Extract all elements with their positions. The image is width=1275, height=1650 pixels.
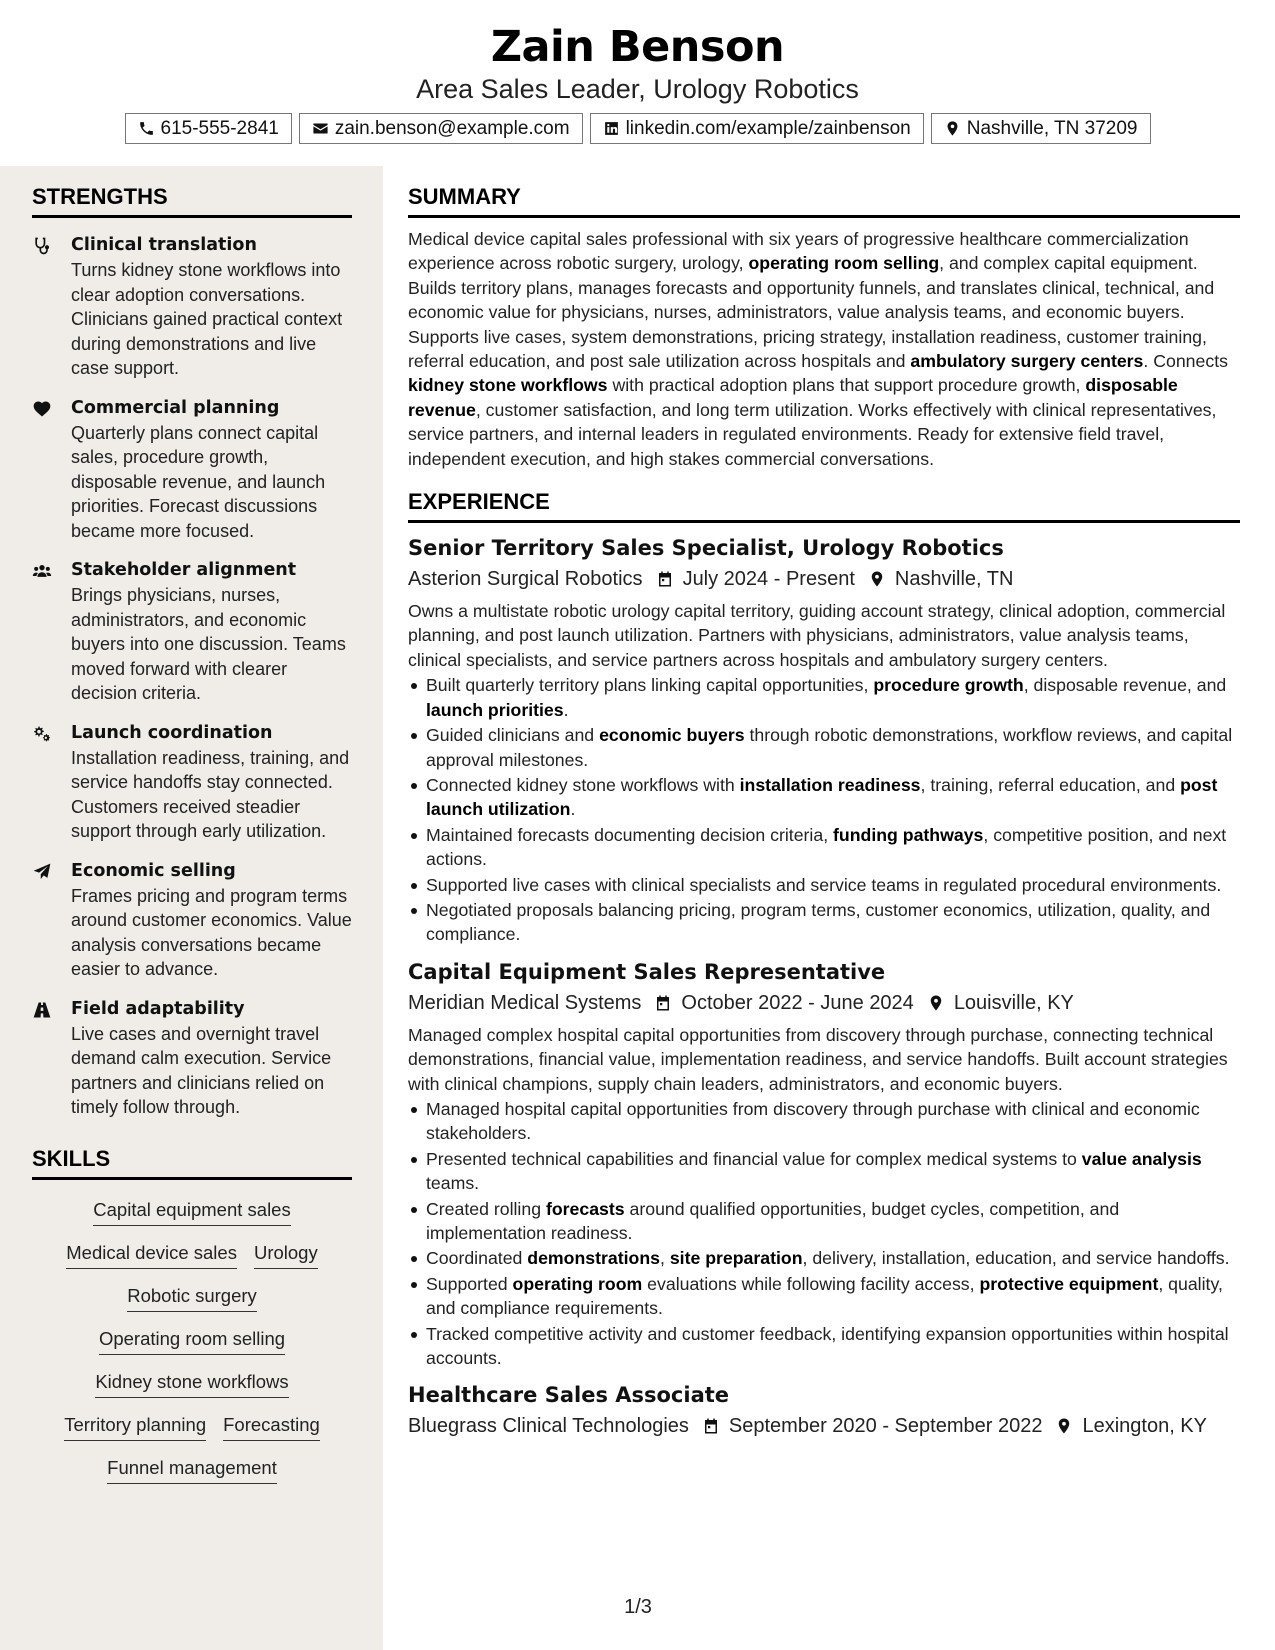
job-bullet: Supported live cases with clinical specialists and service teams in regulated procedural environments. bbox=[408, 873, 1240, 897]
job-bullet: Tracked competitive activity and customer feedback, identifying expansion opportunities within hospital accounts. bbox=[408, 1322, 1240, 1371]
strength-desc: Brings physicians, nurses, administrators, and economic buyers into one discussion. Teams moved forward with clearer decision criteria. bbox=[71, 585, 346, 703]
job-location: Lexington, KY bbox=[1082, 1415, 1207, 1438]
strength-desc: Frames pricing and program terms around customer economics. Value analysis conversations became easier to advance. bbox=[71, 885, 352, 979]
skill-tag: Territory planning bbox=[64, 1413, 206, 1441]
job-bullets bbox=[408, 673, 1240, 946]
job-location: Nashville, TN bbox=[894, 568, 1014, 591]
candidate-title: Area Sales Leader, Urology Robotics bbox=[416, 74, 859, 104]
skill-tag: Forecasting bbox=[223, 1413, 320, 1441]
strength-desc: Live cases and overnight travel demand calm execution. Service partners and clinicians relied on timely follow through. bbox=[71, 1023, 332, 1117]
bold-keyword: procedure growth bbox=[873, 675, 1024, 696]
job-bullet: Managed hospital capital opportunities from discovery through purchase with clinical and economic stakeholders. bbox=[408, 1097, 1240, 1146]
strength-item bbox=[32, 858, 352, 982]
contact-bar bbox=[0, 113, 1275, 144]
phone-icon bbox=[138, 120, 155, 137]
job-bullet: Supported operating room evaluations while following facility access, protective equipment, quality, and compliance requirements. bbox=[408, 1272, 1240, 1321]
skill-tag: Kidney stone workflows bbox=[95, 1370, 288, 1398]
job-bullet: Negotiated proposals balancing pricing, program terms, customer economics, utilization, quality, and compliance. bbox=[408, 898, 1240, 947]
strength-title: Stakeholder alignment bbox=[71, 560, 297, 580]
job-description: Managed complex hospital capital opportunities from discovery through purchase, connecting technical demonstrations, financial value, implementation readiness, and service handoffs. Built account strategies with clinical champions, supply chain leaders, administrators, and economic buyers. bbox=[408, 1024, 1228, 1094]
resume-header bbox=[0, 0, 1275, 166]
skill-tag: Operating room selling bbox=[99, 1327, 285, 1355]
job-company: Meridian Medical Systems bbox=[408, 991, 642, 1014]
bold-keyword: installation readiness bbox=[739, 774, 921, 795]
gears-icon bbox=[32, 724, 52, 744]
job-bullet: Maintained forecasts documenting decision criteria, funding pathways, competitive position, and next actions. bbox=[408, 823, 1240, 872]
job-title: Capital Equipment Sales Representative bbox=[408, 959, 886, 984]
strength-title: Commercial planning bbox=[71, 397, 280, 418]
strength-desc: Quarterly plans connect capital sales, procedure growth, disposable revenue, and launch priorities. Forecast discussions became more focused. bbox=[71, 422, 326, 541]
job-entry bbox=[408, 957, 1240, 1371]
job-description: Owns a multistate robotic urology capital territory, guiding account strategy, clinical adoption, commercial planning, and post launch utilization. Partners with physicians, administrators, value analysis teams, clinical specialists, and service partners across hospitals and ambulatory surgery centers. bbox=[408, 601, 1226, 670]
job-meta bbox=[408, 988, 1240, 1018]
strength-title: Field adaptability bbox=[71, 998, 245, 1019]
job-bullet: Presented technical capabilities and financial value for complex medical systems to value analysis teams. bbox=[408, 1147, 1240, 1196]
map-pin-icon bbox=[944, 120, 961, 137]
skill-tag: Robotic surgery bbox=[127, 1284, 257, 1312]
skill-tag: Funnel management bbox=[107, 1456, 277, 1484]
map-pin-icon bbox=[868, 570, 886, 588]
summary-text: Medical device capital sales professional with six years of progressive healthcare commercialization experience across robotic surgery, urology, operating room selling, and complex capital equipment. Builds territory plans, manages forecasts and opportunity funnels, and translates clinical, technical, and economic value for physicians, nurses, administrators, value analysis teams, and economic buyers. Supports live cases, system demonstrations, pricing strategy, installation readiness, customer training, referral education, and post sale utilization across hospitals and ambulatory surgery centers. Connects kidney stone workflows with practical adoption plans that support procedure growth, disposable revenue, customer satisfaction, and long term utilization. Works effectively with clinical representatives, service partners, and internal leaders in regulated environments. Ready for extensive field travel, independent execution, and high stakes commercial conversations. bbox=[408, 229, 1228, 469]
summary-heading: SUMMARY bbox=[408, 184, 1240, 218]
bold-keyword: funding pathways bbox=[833, 824, 984, 845]
bold-keyword: disposable revenue bbox=[408, 375, 1178, 420]
bold-keyword: operating room bbox=[512, 1273, 643, 1294]
strength-desc: Installation readiness, training, and service handoffs stay connected. Customers received steadier support through early utilization. bbox=[71, 747, 350, 841]
strength-desc: Turns kidney stone workflows into clear adoption conversations. Clinicians gained practical context during demonstrations and live case support. bbox=[71, 260, 343, 378]
main-content bbox=[383, 166, 1275, 1650]
strength-title: Economic selling bbox=[71, 860, 236, 881]
bold-keyword: protective equipment bbox=[979, 1273, 1159, 1294]
bold-keyword: economic buyers bbox=[599, 725, 745, 746]
strength-item bbox=[32, 996, 352, 1120]
job-meta bbox=[408, 564, 1240, 594]
job-location: Louisville, KY bbox=[953, 991, 1074, 1014]
job-bullets bbox=[408, 1097, 1240, 1370]
job-bullet: Guided clinicians and economic buyers through robotic demonstrations, workflow reviews, and capital approval milestones. bbox=[408, 723, 1240, 772]
job-entry bbox=[408, 533, 1240, 947]
strength-item bbox=[32, 557, 352, 706]
bold-keyword: site preparation bbox=[669, 1248, 803, 1269]
sidebar bbox=[0, 166, 383, 1650]
strength-item bbox=[32, 720, 352, 844]
job-title: Senior Territory Sales Specialist, Urology Robotics bbox=[408, 536, 1004, 561]
contact-location-text: Nashville, TN 37209 bbox=[966, 117, 1138, 139]
bold-keyword: post launch utilization bbox=[426, 774, 1218, 820]
job-bullet: Created rolling forecasts around qualified opportunities, budget cycles, competition, and implementation readiness. bbox=[408, 1197, 1240, 1246]
experience-heading: EXPERIENCE bbox=[408, 489, 1240, 523]
bold-keyword: value analysis bbox=[1081, 1148, 1202, 1169]
job-dates: July 2024 - Present bbox=[682, 568, 855, 591]
strength-title: Clinical translation bbox=[71, 235, 257, 255]
skill-tag: Urology bbox=[254, 1241, 318, 1269]
calendar-icon bbox=[654, 994, 672, 1012]
candidate-name: Zain Benson bbox=[490, 22, 785, 72]
skill-tag: Medical device sales bbox=[66, 1241, 237, 1269]
map-pin-icon bbox=[1055, 1417, 1073, 1435]
job-title: Healthcare Sales Associate bbox=[408, 1383, 730, 1408]
contact-email-text: zain.benson@example.com bbox=[334, 117, 570, 139]
job-bullet: Coordinated demonstrations, site preparation, delivery, installation, education, and service handoffs. bbox=[408, 1246, 1240, 1270]
bold-keyword: launch priorities bbox=[426, 699, 564, 720]
contact-email[interactable] bbox=[299, 113, 583, 144]
bold-keyword: operating room selling bbox=[748, 253, 940, 274]
job-entry bbox=[408, 1380, 1240, 1441]
job-meta bbox=[408, 1411, 1240, 1441]
map-pin-icon bbox=[927, 994, 945, 1012]
contact-linkedin-text: linkedin.com/example/zainbenson bbox=[625, 117, 911, 139]
job-company: Asterion Surgical Robotics bbox=[408, 568, 643, 591]
linkedin-icon bbox=[603, 120, 620, 137]
heart-icon bbox=[32, 399, 52, 419]
page-number: 1/3 bbox=[624, 1596, 652, 1618]
job-company: Bluegrass Clinical Technologies bbox=[408, 1415, 689, 1438]
stethoscope-icon bbox=[32, 236, 52, 256]
job-dates: September 2020 - September 2022 bbox=[728, 1415, 1043, 1438]
job-bullet: Connected kidney stone workflows with installation readiness, training, referral education, and post launch utilization. bbox=[408, 773, 1240, 822]
bold-keyword: forecasts bbox=[545, 1198, 625, 1219]
skills-heading: SKILLS bbox=[32, 1146, 352, 1180]
strength-item bbox=[32, 395, 352, 544]
strength-item bbox=[32, 232, 352, 381]
contact-phone-text: 615-555-2841 bbox=[160, 117, 279, 139]
strength-title: Launch coordination bbox=[71, 722, 273, 743]
calendar-icon bbox=[702, 1417, 720, 1435]
bold-keyword: demonstrations bbox=[527, 1248, 660, 1269]
contact-linkedin[interactable] bbox=[590, 113, 924, 144]
skills-list bbox=[32, 1198, 352, 1484]
contact-phone[interactable] bbox=[125, 113, 292, 144]
skill-tag: Capital equipment sales bbox=[93, 1198, 290, 1226]
bold-keyword: kidney stone workflows bbox=[408, 375, 608, 396]
envelope-icon bbox=[312, 120, 329, 137]
job-dates: October 2022 - June 2024 bbox=[681, 991, 914, 1014]
road-icon bbox=[32, 1000, 52, 1020]
paper-plane-icon bbox=[32, 862, 52, 882]
skills-section bbox=[32, 1146, 352, 1484]
users-icon bbox=[32, 561, 52, 581]
contact-location bbox=[931, 113, 1151, 144]
bold-keyword: ambulatory surgery centers bbox=[910, 351, 1144, 372]
strengths-heading: STRENGTHS bbox=[32, 184, 352, 218]
job-bullet: Built quarterly territory plans linking capital opportunities, procedure growth, disposable revenue, and launch priorities. bbox=[408, 673, 1240, 722]
calendar-icon bbox=[656, 570, 674, 588]
